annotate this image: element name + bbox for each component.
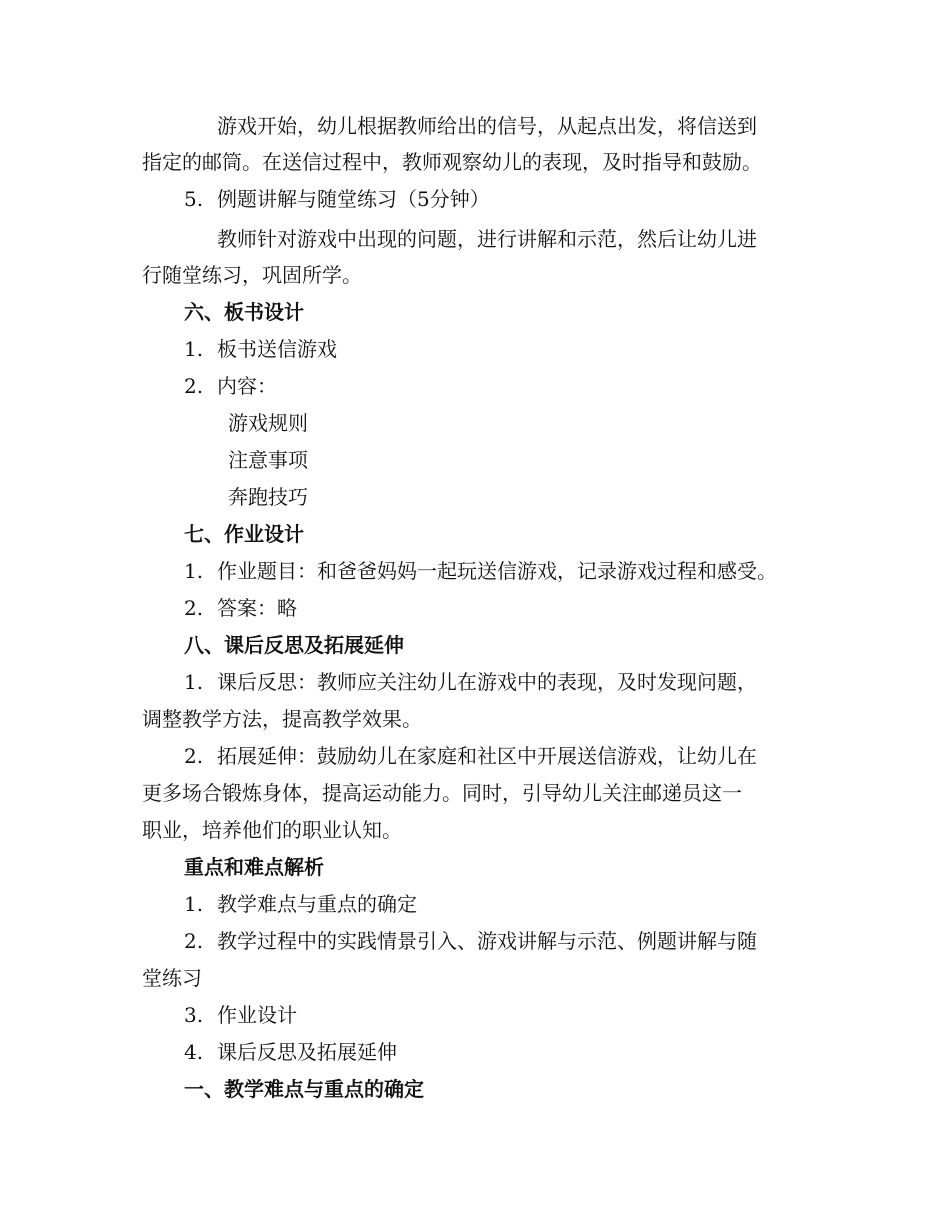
section-heading: 六、板书设计 xyxy=(184,300,304,324)
list-item xyxy=(184,373,884,399)
paragraph-line: 游戏开始，幼儿根据教师给出的信号，从起点出发，将信送到 xyxy=(217,114,757,138)
list-item xyxy=(184,558,884,584)
paragraph-line: 堂练习 xyxy=(142,966,202,990)
section-heading: 七、作业设计 xyxy=(184,522,304,546)
list-number: 1. xyxy=(184,670,204,694)
list-text: 作业设计 xyxy=(217,1003,297,1027)
list-item xyxy=(184,595,884,621)
list-number: 2. xyxy=(184,596,204,620)
sub-item: 奔跑技巧 xyxy=(228,485,308,509)
list-text: 板书送信游戏 xyxy=(217,337,337,361)
list-number: 2. xyxy=(184,374,204,398)
list-number: 3. xyxy=(184,1003,204,1027)
list-item xyxy=(184,669,884,695)
paragraph-line: 更多场合锻炼身体，提高运动能力。同时，引导幼儿关注邮递员这一 xyxy=(142,781,742,805)
section-heading: 八、课后反思及拓展延伸 xyxy=(184,633,404,657)
list-text: 教学过程中的实践情景引入、游戏讲解与示范、例题讲解与随 xyxy=(217,929,757,953)
list-number: 1. xyxy=(184,892,204,916)
list-item xyxy=(184,743,884,769)
list-text: 内容： xyxy=(217,374,277,398)
list-number: 2. xyxy=(184,744,204,768)
section-heading: 一、教学难点与重点的确定 xyxy=(184,1077,424,1101)
sub-item: 注意事项 xyxy=(228,448,308,472)
paragraph-line: 调整教学方法，提高教学效果。 xyxy=(142,707,422,731)
list-text: 教学难点与重点的确定 xyxy=(217,892,417,916)
list-item xyxy=(184,891,884,917)
paragraph-line: 行随堂练习，巩固所学。 xyxy=(142,263,362,287)
list-item xyxy=(184,928,884,954)
section-heading: 重点和难点解析 xyxy=(184,855,324,879)
list-text: 作业题目：和爸爸妈妈一起玩送信游戏，记录游戏过程和感受。 xyxy=(217,559,777,583)
paragraph-line: 教师针对游戏中出现的问题，进行讲解和示范，然后让幼儿进 xyxy=(217,227,757,251)
sub-item: 游戏规则 xyxy=(228,411,308,435)
list-text: 例题讲解与随堂练习（5分钟） xyxy=(217,187,490,211)
list-item xyxy=(184,1002,884,1028)
list-item xyxy=(184,1039,884,1065)
paragraph-line: 指定的邮筒。在送信过程中，教师观察幼儿的表现，及时指导和鼓励。 xyxy=(142,150,762,174)
list-number: 4. xyxy=(184,1040,204,1064)
list-item xyxy=(184,336,884,362)
list-number: 1. xyxy=(184,559,204,583)
list-text: 课后反思：教师应关注幼儿在游戏中的表现，及时发现问题， xyxy=(217,670,757,694)
list-number: 1. xyxy=(184,337,204,361)
list-item xyxy=(184,186,884,212)
list-text: 课后反思及拓展延伸 xyxy=(217,1040,397,1064)
list-text: 答案：略 xyxy=(217,596,297,620)
list-number: 2. xyxy=(184,929,204,953)
paragraph-line: 职业，培养他们的职业认知。 xyxy=(142,818,402,842)
list-text: 拓展延伸：鼓励幼儿在家庭和社区中开展送信游戏，让幼儿在 xyxy=(217,744,757,768)
list-number: 5. xyxy=(184,187,204,211)
